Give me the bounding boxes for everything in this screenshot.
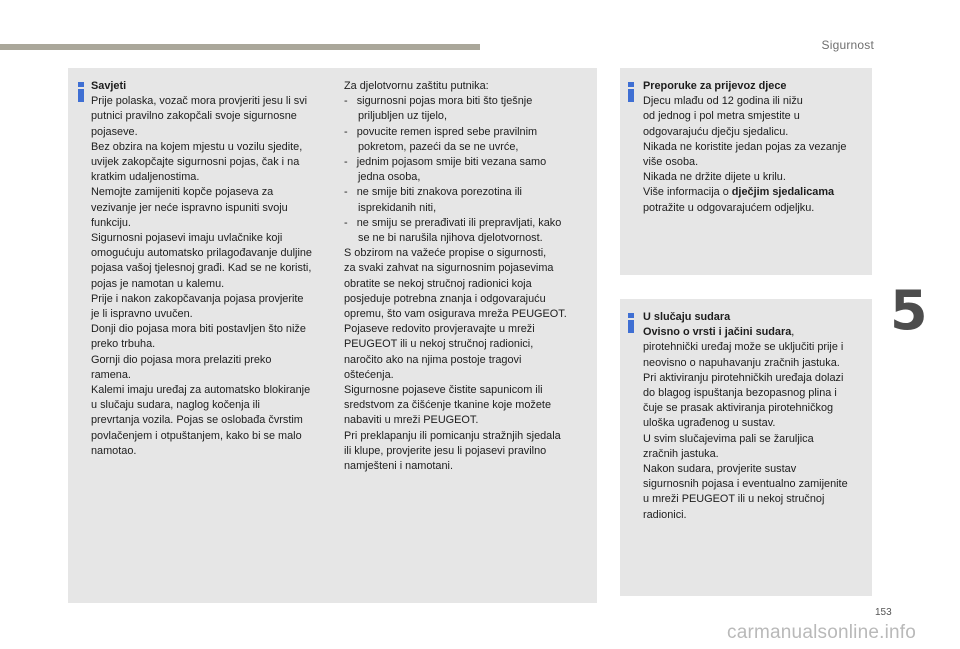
text-line: pojaseve. [91, 125, 138, 138]
info-icon [627, 82, 635, 102]
text-line: Kalemi imaju uređaj za automatsko blokiranje [91, 384, 311, 397]
bullet-item: - sigurnosni pojas mora biti što tješnje priljubljen uz tijelo, [344, 95, 533, 123]
bullet-item: - ne smije biti znakova porezotina ili isprekidanih niti, [344, 186, 522, 214]
text-line: Gornji dio pojasa mora prelaziti preko [91, 353, 272, 366]
text-line: u slučaju sudara, naglog kočenja ili [91, 399, 260, 412]
text-line: odgovarajuću dječju sjedalicu. [643, 125, 789, 138]
text-line: pojas je namotan u kalemu. [91, 277, 225, 290]
text-line: Pojaseve redovito provjeravajte u mreži [344, 323, 535, 336]
child-transport-heading: Preporuke za prijevoz djece [643, 80, 787, 92]
advice-heading: Savjeti [91, 80, 127, 92]
text-line: prevrtanja vozila. Pojas se oslobađa čvrstim [91, 414, 303, 427]
child-transport-reference: Više informacija o dječjim sjedalicama [643, 186, 835, 199]
text-line: Prije polaska, vozač mora provjeriti jesu li svi [91, 95, 308, 108]
text-line: pojasa vašoj tjelesnoj građi. Kad se ne koristi, [91, 262, 312, 275]
text-line: uvijek zakopčajte sigurnosni pojas, čak i na [91, 156, 300, 169]
text-line: preko trbuha. [91, 338, 156, 351]
text-line: Nemojte zamijeniti kopče pojaseva za [91, 186, 274, 199]
collision-heading: U slučaju sudara [643, 311, 731, 323]
text-line: više osoba. [643, 156, 699, 169]
protection-section [344, 79, 567, 474]
text-line: putnici pravilno zakopčali svoje sigurnosne [91, 110, 297, 123]
text-line: Pri aktiviranju pirotehničkih uređaja dolazi [643, 371, 844, 384]
child-transport-section [643, 79, 846, 216]
page-number: 153 [875, 607, 892, 618]
bullet-item: - povucite remen ispred sebe pravilnim pokretom, pazeći da se ne uvrće, [344, 125, 538, 153]
bullet-item: - jednim pojasom smije biti vezana samo jedna osoba, [344, 156, 547, 184]
text-line: kratkim udaljenostima. [91, 171, 200, 184]
text-line: Bez obzira na kojem mjestu u vozilu sjedite, [91, 140, 303, 153]
text-line: sigurnosnih pojasa i eventualno zamijenite [643, 478, 848, 491]
header-accent-bar [0, 44, 480, 50]
text-line: Djecu mlađu od 12 godina ili nižu [643, 95, 803, 108]
text-line: U svim slučajevima pali se žaruljica [643, 432, 814, 445]
text-line: u mreži PEUGEOT ili u nekoj stručnoj [643, 493, 825, 506]
text-line: za svaki zahvat na sigurnosnim pojasevima [344, 262, 554, 275]
text-line: naročito ako na njima postoje tragovi [344, 353, 522, 366]
child-seats-link-text: dječjim sjedalicama [731, 186, 835, 199]
text-line: nabaviti u mreži PEUGEOT. [344, 414, 479, 427]
collision-section [643, 310, 848, 523]
collision-body [643, 340, 848, 522]
child-transport-reference-end: potražite u odgovarajućem odjeljku. [643, 201, 815, 214]
text-line: uloška ugrađenog u sustav. [643, 417, 776, 430]
text-line: Prije i nakon zakopčavanja pojasa provjerite [91, 292, 304, 305]
text-line: radionici. [643, 508, 687, 521]
section-title: Sigurnost [821, 38, 874, 52]
text-line: obratite se nekoj stručnoj radionici koja [344, 277, 532, 290]
text-line: povlačenjem i otpuštanjem, kako bi se malo [91, 429, 302, 442]
text-line: ramena. [91, 368, 131, 381]
protection-body [344, 246, 567, 474]
advice-section [91, 79, 312, 459]
text-line: Donji dio pojasa mora biti postavljen što niže [91, 323, 306, 336]
text-line: ili klupe, provjerite jesu li pojasevi pravilno [344, 444, 547, 457]
chapter-number: 5 [890, 279, 928, 342]
info-icon [627, 313, 635, 333]
text-line: vezivanje jer neće ispravno ispuniti svoju [91, 201, 288, 214]
text-line: neovisno o napuhavanju zračnih jastuka. [643, 356, 840, 369]
protection-bullets [344, 94, 567, 246]
text-line: Nikada ne koristite jedan pojas za vezanje [643, 140, 847, 153]
text-line: oštećenja. [344, 368, 394, 381]
text-line: zračnih jastuka. [643, 447, 719, 460]
collision-subheading: Ovisno o vrsti i jačini sudara, [643, 326, 795, 339]
protection-intro: Za djelotvornu zaštitu putnika: [344, 80, 489, 92]
text-line: sredstvom za čišćenje tkanine koje možete [344, 399, 552, 412]
text-line: omogućuju automatsko prilagođavanje duljine [91, 247, 312, 260]
text-line: PEUGEOT ili u nekoj stručnoj radionici, [344, 338, 534, 351]
text-line: Pri preklapanju ili pomicanju stražnjih sjedala [344, 429, 561, 442]
bullet-item: - ne smiju se prerađivati ili prepravljati, kako se ne bi narušila njihova djelotvornost. [344, 216, 562, 245]
info-icon [77, 82, 85, 102]
text-line: do blagog ispuštanja bezopasnog plina i [643, 387, 837, 400]
text-line: Nikada ne držite dijete u krilu. [643, 171, 786, 184]
text-line: Sigurnosni pojasevi imaju uvlačnike koji [91, 232, 283, 245]
text-line: Nakon sudara, provjerite sustav [643, 463, 797, 476]
text-line: posjeduje potrebna znanja i odgovarajuću [344, 292, 546, 305]
text-line: je li ispravno uvučen. [91, 308, 193, 321]
text-line: od jednog i pol metra smjestite u [643, 110, 800, 123]
text-line: opremu, što vam osigurava mreža PEUGEOT. [344, 308, 567, 321]
text-line: čuje se prasak aktiviranja pirotehničkog [643, 402, 834, 415]
advice-body [91, 94, 312, 459]
child-transport-body [643, 94, 846, 185]
text-line: namješteni i namotani. [344, 460, 453, 473]
text-line: Sigurnosne pojaseve čistite sapunicom ili [344, 384, 543, 397]
text-line: funkciju. [91, 216, 131, 229]
text-line: pirotehnički uređaj može se uključiti prije i [643, 341, 844, 354]
text-line: S obzirom na važeće propise o sigurnosti, [344, 247, 547, 260]
watermark: carmanualsonline.info [727, 622, 917, 643]
text-line: namotao. [91, 444, 137, 457]
